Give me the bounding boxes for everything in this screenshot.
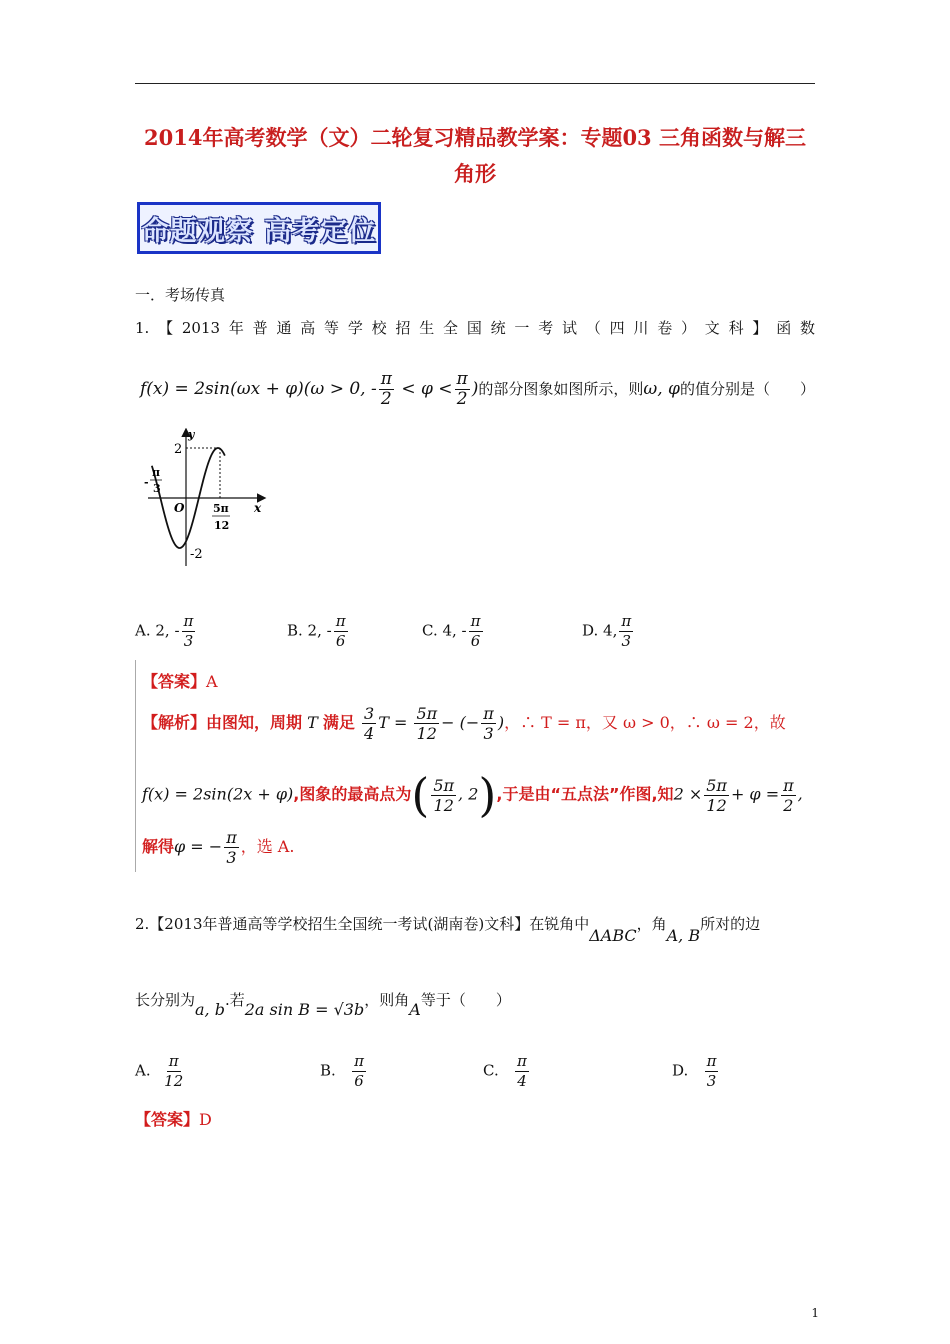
q2-option-b[interactable]: B. $\frac{\pi}{6}$ [320, 1052, 364, 1090]
q1-tail2: 的值分别是（ ） [679, 380, 815, 398]
q1-header-token: 科 [728, 319, 744, 337]
q1-rparen: ) [471, 379, 479, 399]
q1-header-token: 全 [443, 319, 459, 337]
q1-option-d[interactable]: D. 4, $\frac{\pi}{3}$ [582, 612, 632, 650]
y-label-2: 2 [174, 442, 183, 457]
q1-header-token: 国 [466, 319, 482, 337]
q1-header-token: 川 [633, 319, 649, 337]
q1-header-token: 试 [562, 319, 578, 337]
q1-option-b[interactable]: B. 2, - $\frac{\pi}{6}$ [287, 612, 346, 650]
q1-frac-pi-2: $\frac{\pi}{2}$ [456, 369, 468, 409]
xpos-num: 5π [213, 502, 229, 515]
q1-header-token: 2013 [181, 319, 221, 337]
q1-header-token: 高 [300, 319, 316, 337]
q1-header-token: 数 [799, 319, 815, 337]
q1-header-token: 【 [158, 319, 174, 337]
q1-header-token: 招 [395, 319, 411, 337]
q1-formula [140, 370, 815, 409]
q2-option-a[interactable]: A. $\frac{\pi}{12}$ [135, 1052, 184, 1090]
y-axis-label: y [188, 428, 195, 441]
q1-sine-graph [140, 428, 270, 568]
q2-answer-line: 【答案】D [135, 1110, 212, 1129]
q2-line1: 2.【2013年普通高等学校招生全国统一考试(湖南卷)文科】在锐角中ΔABC，角A, B所对的边 [135, 915, 761, 945]
q1-header [135, 318, 815, 338]
q1-header-token: （ [585, 319, 601, 337]
q1-header-token: 一 [514, 319, 530, 337]
q2-option-d[interactable]: D. $\frac{\pi}{3}$ [672, 1052, 717, 1090]
page-title: 2014年高考数学（文）二轮复习精品教学案：专题03 三角函数与解三角形 [144, 125, 806, 186]
section-banner [137, 202, 381, 254]
y-label-neg2: -2 [190, 547, 203, 562]
q1-header-token: 统 [490, 319, 506, 337]
q1-header-token: ） [681, 319, 697, 337]
section-banner-text: 命题观察 高考定位 [141, 215, 377, 247]
q1-analysis-line1: 【解析】由图知，周期 T 满足 $\frac{3}{4}$ T = $\frac{5\pi}{12}$ − (− $\frac{\pi}{3}$ )，∴ T = π，又 ω > 0，∴ ω = 2，故 [142, 704, 786, 743]
q1-analysis-line3: 解得φ = − $\frac{\pi}{3}$ ，选 A. [142, 828, 295, 867]
q1-header-token: 四 [609, 319, 625, 337]
q1-header-token: 学 [347, 319, 363, 337]
q2-line2: 长分别为a, b.若2a sin B = √3b，则角A等于（ ） [135, 991, 511, 1019]
q1-header-token: 生 [419, 319, 435, 337]
q1-option-c[interactable]: C. 4, - $\frac{\pi}{6}$ [422, 612, 481, 650]
q1-header-token: 】 [752, 319, 768, 337]
page-number: 1 [811, 1306, 819, 1320]
q1-frac-neg-pi-2: $\frac{\pi}{2}$ [380, 369, 392, 409]
q1-header-token: 文 [704, 319, 720, 337]
q1-header-token: 校 [371, 319, 387, 337]
section-heading: 一．考场传真 [135, 286, 226, 304]
q1-formula-lhs: f(x) = 2sin(ωx + φ)(ω > 0, - [140, 379, 377, 399]
q1-vars: ω, φ [643, 379, 680, 399]
q1-header-token: 等 [324, 319, 340, 337]
q1-header-token: 卷 [657, 319, 673, 337]
q1-header-token: 1. [135, 319, 150, 337]
q1-header-token: 函 [776, 319, 792, 337]
q1-header-token: 通 [276, 319, 292, 337]
xneg-den: 3 [153, 482, 161, 495]
q1-header-token: 普 [252, 319, 268, 337]
q1-header-token: 考 [538, 319, 554, 337]
header-rule [135, 83, 815, 84]
xneg-num: π [152, 466, 161, 479]
q1-ineq: < φ < [401, 379, 453, 399]
xpos-den: 12 [214, 519, 230, 532]
q1-answer-line: 【答案】A [142, 672, 218, 691]
q2-option-c[interactable]: C. $\frac{\pi}{4}$ [483, 1052, 527, 1090]
q1-answer-block [135, 660, 826, 872]
q1-option-a[interactable]: A. 2, - $\frac{\pi}{3}$ [135, 612, 194, 650]
q1-analysis-line2: f(x) = 2sin(2x + φ),图象的最高点为( $\frac{5\pi}{12}$ , 2),于是由“五点法”作图,知2 × $\frac{5\pi}{12}$ + φ = $\frac{\pi}{2}$ , [142, 768, 803, 822]
origin-label: O [174, 501, 185, 515]
q1-tail: 的部分图象如图所示，则 [478, 380, 644, 398]
q1-header-token: 年 [228, 319, 244, 337]
x-axis-label: x [254, 501, 262, 515]
xneg-sign: - [144, 476, 149, 489]
